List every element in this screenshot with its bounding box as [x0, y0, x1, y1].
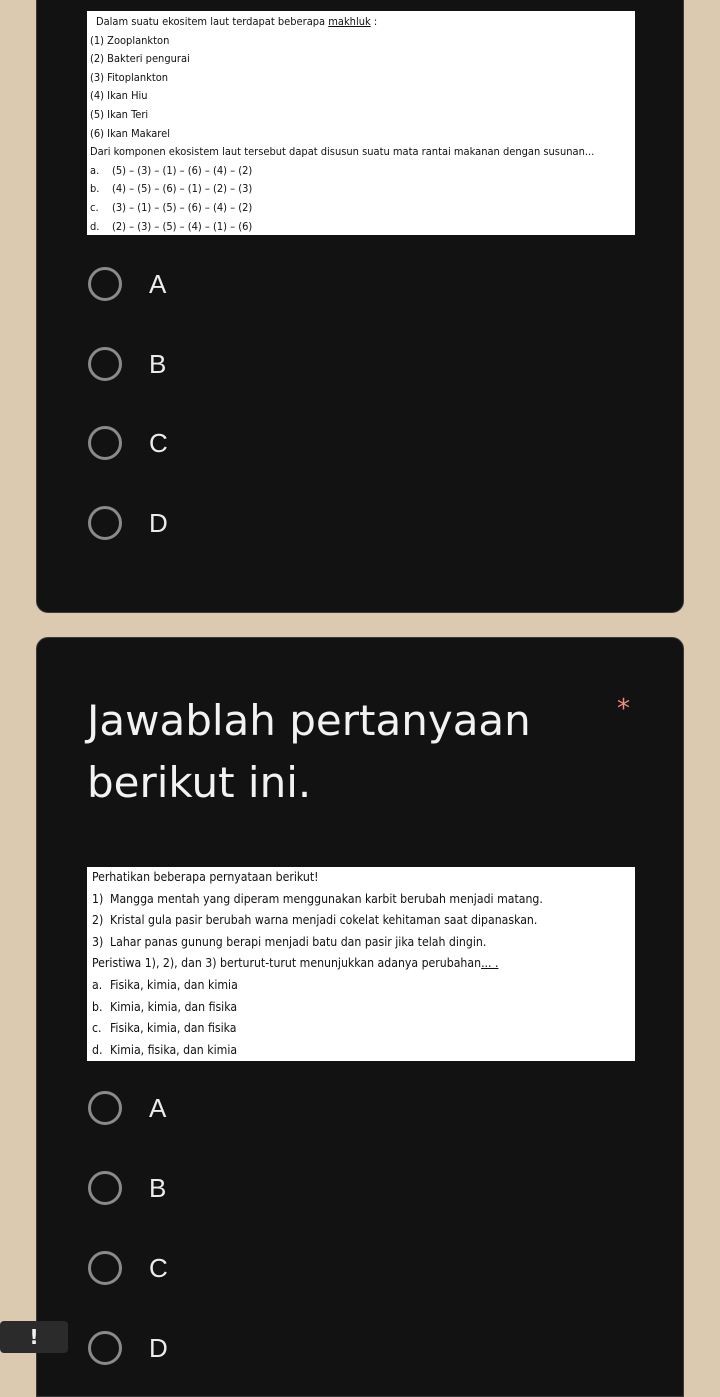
required-asterisk: * — [617, 694, 630, 724]
q1-option-b[interactable] — [87, 341, 287, 387]
question-card-1 — [36, 0, 684, 613]
q2-option-d[interactable] — [87, 1325, 287, 1371]
q1-item: (6) Ikan Makarel — [90, 126, 170, 140]
q2-statement: 1) Mangga mentah yang diperam menggunakan karbit berubah menjadi matang. — [92, 891, 543, 906]
option-label: C — [149, 1252, 168, 1283]
q1-item: (2) Bakteri pengurai — [90, 52, 190, 66]
q1-item: (5) Ikan Teri — [90, 107, 149, 121]
q2-prompt: Peristiwa 1), 2), dan 3) berturut-turut menunjukkan adanya perubahan... . — [92, 956, 499, 971]
q2-choice: a. Fisika, kimia, dan kimia — [92, 977, 238, 992]
q2-choice: d. Kimia, fisika, dan kimia — [92, 1042, 238, 1057]
q1-option-d[interactable] — [87, 500, 287, 546]
radio-circle-icon[interactable] — [88, 1331, 122, 1365]
radio-circle-icon[interactable] — [88, 506, 122, 540]
radio-circle-icon[interactable] — [88, 1091, 122, 1125]
q1-choice: a. (5) – (3) – (1) – (6) – (4) – (2) — [90, 163, 253, 177]
q2-statement: 2) Kristal gula pasir berubah warna menjadi cokelat kehitaman saat dipanaskan. — [92, 913, 538, 928]
q2-choice: c. Fisika, kimia, dan fisika — [92, 1021, 237, 1036]
q1-choice: b. (4) – (5) – (6) – (1) – (2) – (3) — [90, 182, 253, 196]
radio-circle-icon[interactable] — [88, 1251, 122, 1285]
q1-choice: c. (3) – (1) – (5) – (6) – (4) – (2) — [90, 200, 253, 214]
q2-option-c[interactable] — [87, 1245, 287, 1291]
option-label: C — [149, 427, 168, 458]
option-label: D — [149, 507, 168, 538]
radio-circle-icon[interactable] — [88, 1171, 122, 1205]
q1-option-a[interactable] — [87, 261, 287, 307]
question-2-image — [87, 867, 635, 1061]
radio-circle-icon[interactable] — [88, 426, 122, 460]
question-2-heading: Jawablah pertanyaan berikut ini. — [87, 696, 531, 807]
q1-item: (1) Zooplankton — [90, 33, 170, 47]
question-card-2 — [36, 637, 684, 1397]
option-label: B — [149, 348, 167, 379]
q1-prompt: Dari komponen ekosistem laut tersebut dapat disusun suatu mata rantai makanan dengan susunan... — [90, 145, 595, 159]
q1-item: (4) Ikan Hiu — [90, 89, 148, 103]
q2-option-a[interactable] — [87, 1085, 287, 1131]
q1-item: (3) Fitoplankton — [90, 70, 169, 84]
report-issue-button[interactable]: ! — [0, 1321, 68, 1353]
q2-choice: b. Kimia, kimia, dan fisika — [92, 999, 238, 1014]
option-label: A — [149, 268, 167, 299]
radio-circle-icon[interactable] — [88, 347, 122, 381]
q2-option-b[interactable] — [87, 1165, 287, 1211]
option-label: D — [149, 1332, 168, 1363]
question-1-image — [87, 11, 635, 235]
q2-intro: Perhatikan beberapa pernyataan berikut! — [92, 870, 319, 884]
option-label: A — [149, 1092, 167, 1123]
option-label: B — [149, 1172, 167, 1203]
q1-choice: d. (2) – (3) – (5) – (4) – (1) – (6) — [90, 219, 253, 233]
radio-circle-icon[interactable] — [88, 267, 122, 301]
q1-title: Dalam suatu ekositem laut terdapat beberapa makhluk : — [96, 15, 378, 28]
q1-option-c[interactable] — [87, 420, 287, 466]
q2-statement: 3) Lahar panas gunung berapi menjadi batu dan pasir jika telah dingin. — [92, 934, 487, 949]
